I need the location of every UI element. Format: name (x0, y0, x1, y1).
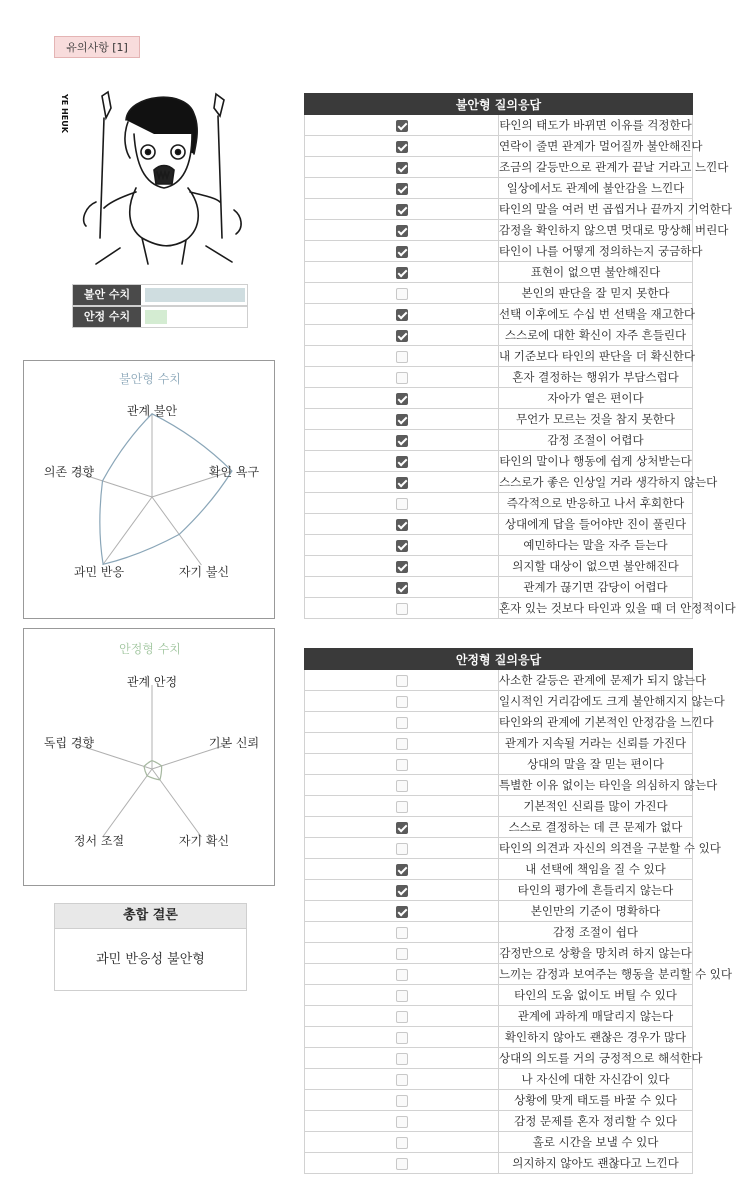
qa-question-text: 나 자신에 대한 자신감이 있다 (499, 1069, 693, 1090)
qa-question-text: 상대의 말을 잘 믿는 편이다 (499, 754, 693, 775)
unchecked-checkbox[interactable] (396, 948, 408, 960)
qa-checkbox-cell (305, 472, 499, 493)
qa-checkbox-cell (305, 754, 499, 775)
qa-row (305, 451, 693, 472)
qa-question-text: 연락이 줄면 관계가 멀어질까 불안해진다 (499, 136, 693, 157)
unchecked-checkbox[interactable] (396, 780, 408, 792)
checked-checkbox[interactable] (396, 519, 408, 531)
radar-axis-label: 과민 반응 (73, 565, 125, 579)
unchecked-checkbox[interactable] (396, 603, 408, 615)
qa-question-text: 의지하지 않아도 괜찮다고 느낀다 (499, 1153, 693, 1174)
character-sketch (56, 88, 246, 264)
qa-question-text: 표현이 없으면 불안해진다 (499, 262, 693, 283)
qa-row (305, 346, 693, 367)
qa-row (305, 985, 693, 1006)
qa-row (305, 838, 693, 859)
qa-row (305, 199, 693, 220)
qa-row (305, 691, 693, 712)
qa-checkbox-cell (305, 1006, 499, 1027)
qa-checkbox-cell (305, 493, 499, 514)
checked-checkbox[interactable] (396, 204, 408, 216)
qa-question-text: 스스로에 대한 확신이 자주 흔들린다 (499, 325, 693, 346)
unchecked-checkbox[interactable] (396, 1137, 408, 1149)
checked-checkbox[interactable] (396, 456, 408, 468)
stable-qa-table (304, 648, 733, 1174)
qa-row (305, 430, 693, 451)
qa-row (305, 796, 693, 817)
qa-question-text: 혼자 결정하는 행위가 부담스럽다 (499, 367, 693, 388)
anxious-radar-panel (23, 360, 275, 619)
qa-checkbox-cell (305, 1132, 499, 1153)
qa-checkbox-cell (305, 922, 499, 943)
qa-checkbox-cell (305, 115, 499, 136)
unchecked-checkbox[interactable] (396, 717, 408, 729)
qa-row (305, 325, 693, 346)
qa-row (305, 514, 693, 535)
anxiety-meter-label: 불안 수치 (73, 285, 141, 305)
qa-checkbox-cell (305, 901, 499, 922)
stability-meter-bar (145, 310, 167, 324)
checked-checkbox[interactable] (396, 864, 408, 876)
qa-checkbox-cell (305, 220, 499, 241)
conclusion-header: 총합 결론 (55, 904, 246, 929)
qa-checkbox-cell (305, 859, 499, 880)
character-illustration (56, 88, 246, 264)
qa-question-text: 선택 이후에도 수십 번 선택을 재고한다 (499, 304, 693, 325)
radar-spoke (103, 497, 152, 565)
checked-checkbox[interactable] (396, 183, 408, 195)
radar-axis-label: 자기 확신 (178, 834, 230, 848)
anxiety-meter-bar (145, 288, 245, 302)
unchecked-checkbox[interactable] (396, 372, 408, 384)
qa-question-text: 타인의 도움 없이도 버틸 수 있다 (499, 985, 693, 1006)
qa-checkbox-cell (305, 775, 499, 796)
qa-row (305, 262, 693, 283)
qa-row (305, 388, 693, 409)
qa-row (305, 241, 693, 262)
illustration-caption: YE HEUK (60, 94, 69, 133)
qa-row (305, 1111, 693, 1132)
qa-question-text: 의지할 대상이 없으면 불안해진다 (499, 556, 693, 577)
qa-question-text: 감정 조절이 쉽다 (499, 922, 693, 943)
qa-question-text: 스스로 결정하는 데 큰 문제가 없다 (499, 817, 693, 838)
qa-checkbox-cell (305, 325, 499, 346)
qa-question-text: 감정 문제를 혼자 정리할 수 있다 (499, 1111, 693, 1132)
qa-row (305, 535, 693, 556)
unchecked-checkbox[interactable] (396, 288, 408, 300)
qa-checkbox-cell (305, 880, 499, 901)
unchecked-checkbox[interactable] (396, 1095, 408, 1107)
qa-row (305, 493, 693, 514)
qa-checkbox-cell (305, 733, 499, 754)
qa-row (305, 943, 693, 964)
qa-row (305, 733, 693, 754)
radar-axis-label: 의존 경향 (43, 465, 95, 479)
qa-row (305, 1153, 693, 1174)
checked-checkbox[interactable] (396, 414, 408, 426)
checked-checkbox[interactable] (396, 162, 408, 174)
qa-checkbox-cell (305, 535, 499, 556)
qa-row (305, 922, 693, 943)
qa-checkbox-cell (305, 1090, 499, 1111)
qa-question-text: 감정을 확인하지 않으면 멋대로 망상해 버린다 (499, 220, 693, 241)
qa-checkbox-cell (305, 199, 499, 220)
stable-radar-chart (24, 629, 274, 885)
qa-row (305, 1006, 693, 1027)
qa-question-text: 내 선택에 책임을 질 수 있다 (499, 859, 693, 880)
qa-question-text: 즉각적으로 반응하고 나서 후회한다 (499, 493, 693, 514)
qa-question-text: 타인의 말이나 행동에 쉽게 상처받는다 (499, 451, 693, 472)
qa-question-text: 타인의 말을 여러 번 곱씹거나 끝까지 기억한다 (499, 199, 693, 220)
qa-checkbox-cell (305, 136, 499, 157)
stability-meter-label: 안정 수치 (73, 307, 141, 327)
qa-checkbox-cell (305, 178, 499, 199)
qa-question-text: 일상에서도 관계에 불안감을 느낀다 (499, 178, 693, 199)
stable-radar-panel (23, 628, 275, 886)
anxious-qa-header: 불안형 질의응답 (305, 94, 693, 115)
qa-question-text: 타인이 나를 어떻게 정의하는지 궁금하다 (499, 241, 693, 262)
qa-checkbox-cell (305, 304, 499, 325)
qa-checkbox-cell (305, 712, 499, 733)
qa-row (305, 577, 693, 598)
qa-question-text: 무언가 모르는 것을 참지 못한다 (499, 409, 693, 430)
qa-checkbox-cell (305, 577, 499, 598)
qa-row (305, 1090, 693, 1111)
qa-question-text: 타인의 의견과 자신의 의견을 구분할 수 있다 (499, 838, 693, 859)
qa-checkbox-cell (305, 430, 499, 451)
qa-question-text: 기본적인 신뢰를 많이 가진다 (499, 796, 693, 817)
qa-checkbox-cell (305, 817, 499, 838)
checked-checkbox[interactable] (396, 309, 408, 321)
qa-row (305, 304, 693, 325)
notice-tag: 유의사항 [1] (54, 36, 140, 58)
qa-checkbox-cell (305, 262, 499, 283)
qa-checkbox-cell (305, 985, 499, 1006)
checked-checkbox[interactable] (396, 225, 408, 237)
unchecked-checkbox[interactable] (396, 1116, 408, 1128)
qa-row (305, 1048, 693, 1069)
radar-axis-label: 기본 신뢰 (208, 736, 260, 750)
qa-question-text: 일시적인 거리감에도 크게 불안해지지 않는다 (499, 691, 693, 712)
checked-checkbox[interactable] (396, 561, 408, 573)
qa-question-text: 감정만으로 상황을 망치려 하지 않는다 (499, 943, 693, 964)
qa-row (305, 1132, 693, 1153)
checked-checkbox[interactable] (396, 330, 408, 342)
qa-checkbox-cell (305, 691, 499, 712)
qa-checkbox-cell (305, 964, 499, 985)
stability-meter (72, 306, 248, 328)
qa-question-text: 상황에 맞게 태도를 바꿀 수 있다 (499, 1090, 693, 1111)
qa-row (305, 712, 693, 733)
conclusion-panel (54, 903, 247, 991)
qa-checkbox-cell (305, 451, 499, 472)
qa-row (305, 136, 693, 157)
unchecked-checkbox[interactable] (396, 351, 408, 363)
unchecked-checkbox[interactable] (396, 969, 408, 981)
qa-row (305, 115, 693, 136)
radar-axis-label: 정서 조절 (73, 834, 125, 848)
qa-checkbox-cell (305, 556, 499, 577)
qa-checkbox-cell (305, 241, 499, 262)
qa-row (305, 1069, 693, 1090)
qa-row (305, 598, 693, 619)
qa-row (305, 880, 693, 901)
qa-row (305, 775, 693, 796)
qa-checkbox-cell (305, 1153, 499, 1174)
checked-checkbox[interactable] (396, 141, 408, 153)
qa-question-text: 느끼는 감정과 보여주는 행동을 분리할 수 있다 (499, 964, 693, 985)
qa-question-text: 특별한 이유 없이는 타인을 의심하지 않는다 (499, 775, 693, 796)
unchecked-checkbox[interactable] (396, 675, 408, 687)
qa-question-text: 감정 조절이 어렵다 (499, 430, 693, 451)
qa-question-text: 상대의 의도를 거의 긍정적으로 해석한다 (499, 1048, 693, 1069)
qa-question-text: 확인하지 않아도 괜찮은 경우가 많다 (499, 1027, 693, 1048)
unchecked-checkbox[interactable] (396, 927, 408, 939)
qa-question-text: 사소한 갈등은 관계에 문제가 되지 않는다 (499, 670, 693, 691)
qa-question-text: 타인의 태도가 바뀌면 이유를 걱정한다 (499, 115, 693, 136)
qa-question-text: 홀로 시간을 보낼 수 있다 (499, 1132, 693, 1153)
stable-radar-title: 안정형 수치 (119, 642, 181, 656)
qa-checkbox-cell (305, 346, 499, 367)
qa-checkbox-cell (305, 283, 499, 304)
qa-row (305, 409, 693, 430)
stable-qa-header: 안정형 질의응답 (305, 649, 693, 670)
qa-checkbox-cell (305, 1069, 499, 1090)
qa-checkbox-cell (305, 388, 499, 409)
unchecked-checkbox[interactable] (396, 498, 408, 510)
anxious-qa-table (304, 93, 736, 619)
radar-axis-label: 관계 안정 (126, 675, 178, 689)
qa-row (305, 670, 693, 691)
qa-row (305, 964, 693, 985)
checked-checkbox[interactable] (396, 540, 408, 552)
checked-checkbox[interactable] (396, 120, 408, 132)
checked-checkbox[interactable] (396, 267, 408, 279)
checked-checkbox[interactable] (396, 246, 408, 258)
anxiety-meter (72, 284, 248, 306)
checked-checkbox[interactable] (396, 822, 408, 834)
checked-checkbox[interactable] (396, 906, 408, 918)
unchecked-checkbox[interactable] (396, 696, 408, 708)
qa-row (305, 901, 693, 922)
qa-question-text: 타인와의 관계에 기본적인 안정감을 느낀다 (499, 712, 693, 733)
qa-question-text: 타인의 평가에 흔들리지 않는다 (499, 880, 693, 901)
qa-checkbox-cell (305, 409, 499, 430)
qa-checkbox-cell (305, 367, 499, 388)
qa-checkbox-cell (305, 796, 499, 817)
qa-checkbox-cell (305, 1111, 499, 1132)
unchecked-checkbox[interactable] (396, 1074, 408, 1086)
qa-row (305, 178, 693, 199)
qa-row (305, 283, 693, 304)
unchecked-checkbox[interactable] (396, 1158, 408, 1170)
radar-axis-label: 관계 불안 (126, 404, 178, 418)
qa-checkbox-cell (305, 1027, 499, 1048)
qa-question-text: 관계에 과하게 매달리지 않는다 (499, 1006, 693, 1027)
radar-axis-label: 독립 경향 (43, 736, 95, 750)
qa-question-text: 혼자 있는 것보다 타인과 있을 때 더 안정적이다 (499, 598, 693, 619)
qa-row (305, 817, 693, 838)
qa-question-text: 본인의 판단을 잘 믿지 못한다 (499, 283, 693, 304)
radar-axis-label: 자기 불신 (178, 565, 230, 579)
qa-row (305, 220, 693, 241)
checked-checkbox[interactable] (396, 435, 408, 447)
qa-question-text: 관계가 끊기면 감당이 어렵다 (499, 577, 693, 598)
qa-question-text: 상대에게 답을 들어야만 진이 풀린다 (499, 514, 693, 535)
qa-checkbox-cell (305, 838, 499, 859)
qa-checkbox-cell (305, 1048, 499, 1069)
qa-row (305, 859, 693, 880)
qa-row (305, 754, 693, 775)
checked-checkbox[interactable] (396, 477, 408, 489)
conclusion-text: 과민 반응성 불안형 (96, 952, 205, 967)
qa-checkbox-cell (305, 943, 499, 964)
unchecked-checkbox[interactable] (396, 738, 408, 750)
unchecked-checkbox[interactable] (396, 990, 408, 1002)
anxious-radar-chart (24, 361, 274, 618)
qa-row (305, 157, 693, 178)
unchecked-checkbox[interactable] (396, 1053, 408, 1065)
anxious-radar-title: 불안형 수치 (119, 372, 181, 386)
checked-checkbox[interactable] (396, 393, 408, 405)
qa-question-text: 조금의 갈등만으로 관계가 끝날 거라고 느낀다 (499, 157, 693, 178)
qa-checkbox-cell (305, 514, 499, 535)
radar-axis-label: 확인 욕구 (208, 465, 260, 479)
qa-row (305, 1027, 693, 1048)
qa-row (305, 472, 693, 493)
qa-question-text: 예민하다는 말을 자주 듣는다 (499, 535, 693, 556)
qa-question-text: 내 기준보다 타인의 판단을 더 확신한다 (499, 346, 693, 367)
unchecked-checkbox[interactable] (396, 801, 408, 813)
qa-checkbox-cell (305, 598, 499, 619)
qa-checkbox-cell (305, 157, 499, 178)
unchecked-checkbox[interactable] (396, 1032, 408, 1044)
qa-question-text: 자아가 옅은 편이다 (499, 388, 693, 409)
qa-row (305, 556, 693, 577)
qa-question-text: 스스로가 좋은 인상일 거라 생각하지 않는다 (499, 472, 693, 493)
radar-spoke (152, 769, 201, 837)
unchecked-checkbox[interactable] (396, 759, 408, 771)
unchecked-checkbox[interactable] (396, 1011, 408, 1023)
qa-question-text: 본인만의 기준이 명확하다 (499, 901, 693, 922)
checked-checkbox[interactable] (396, 582, 408, 594)
qa-question-text: 관계가 지속될 거라는 신뢰를 가진다 (499, 733, 693, 754)
qa-checkbox-cell (305, 670, 499, 691)
checked-checkbox[interactable] (396, 885, 408, 897)
qa-row (305, 367, 693, 388)
radar-spoke (152, 497, 201, 565)
radar-spoke (103, 769, 152, 837)
unchecked-checkbox[interactable] (396, 843, 408, 855)
